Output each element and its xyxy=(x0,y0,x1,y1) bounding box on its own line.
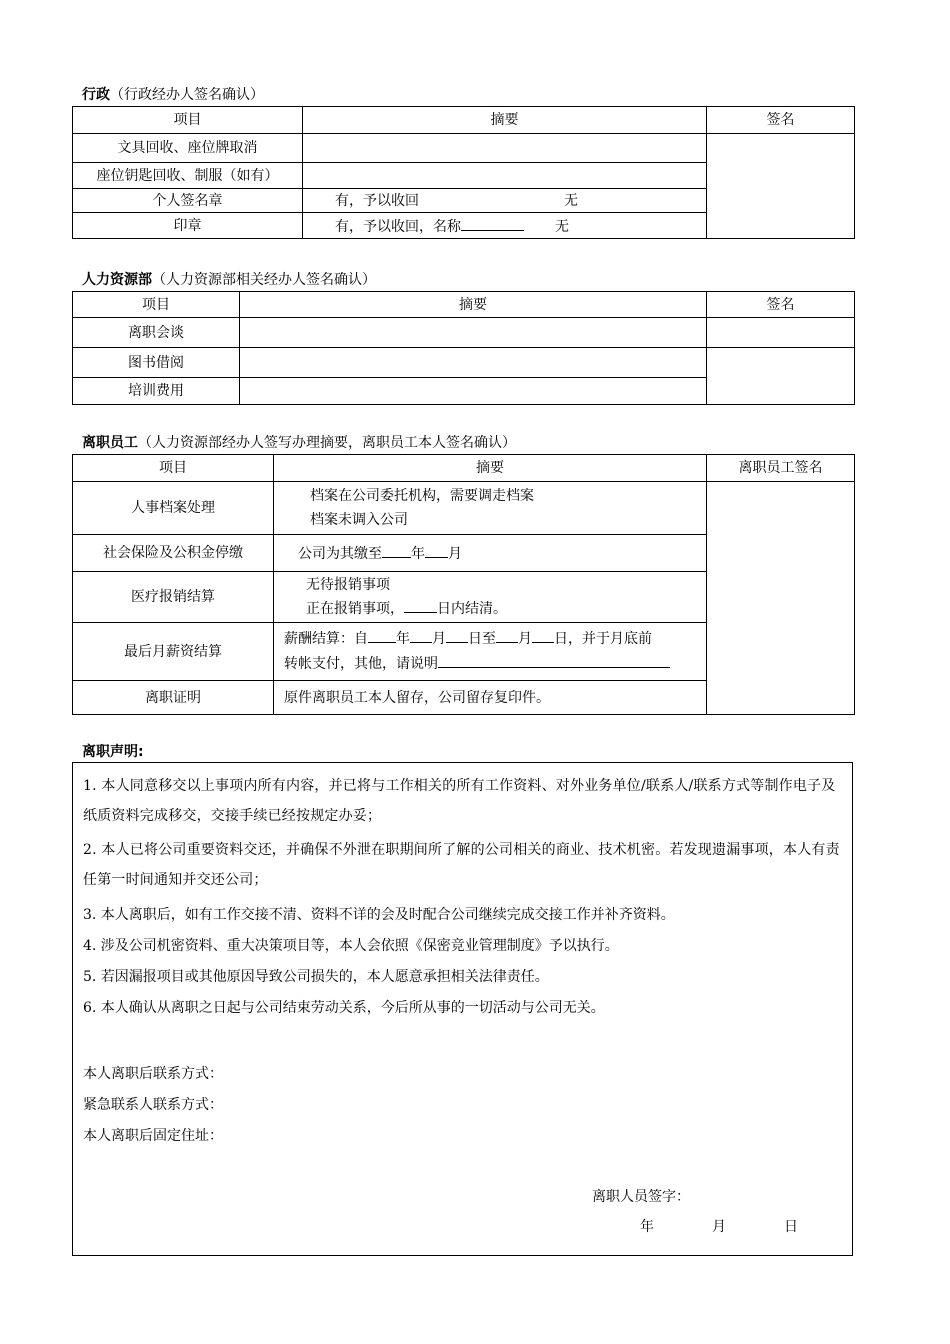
admin-item-signature-stamp: 个人签名章 xyxy=(73,189,303,213)
admin-signature-cell[interactable] xyxy=(707,134,855,239)
declaration-item-6: 6. 本人确认从离职之日起与公司结束劳动关系，今后所从事的一切活动与公司无关。 xyxy=(83,1000,605,1016)
employee-item-final-salary: 最后月薪资结算 xyxy=(73,623,274,681)
admin-item-stationery: 文具回收、座位牌取消 xyxy=(73,134,303,163)
hr-summary-book-loan[interactable] xyxy=(240,348,707,378)
option-file-transfer[interactable]: 档案在公司委托机构，需要调走档案 xyxy=(310,488,534,504)
date-day[interactable]: 日 xyxy=(784,1219,798,1235)
employee-table xyxy=(72,454,855,715)
employee-item-social-insurance: 社会保险及公积金停缴 xyxy=(73,535,274,572)
days-blank[interactable] xyxy=(404,598,437,613)
declaration-item-3: 3. 本人离职后，如有工作交接不清、资料不详的会及时配合公司继续完成交接工作并补齐资料。 xyxy=(83,907,675,923)
declaration-item-4: 4. 涉及公司机密资料、重大决策项目等，本人会依照《保密竞业管理制度》予以执行。 xyxy=(83,938,619,954)
employee-summary-social-insurance: 公司为其缴至 年 月 xyxy=(274,535,707,572)
declaration-item-2: 2. 本人已将公司重要资料交还，并确保不外泄在职期间所了解的公司相关的商业、技术机密。若发现遗漏事项，本人有责任第一时间通知并交还公司； xyxy=(83,842,840,888)
option-pending: 正在报销事项， 日内结清。 xyxy=(306,597,706,621)
fixed-address[interactable]: 本人离职后固定住址： xyxy=(83,1128,223,1144)
date-year[interactable]: 年 xyxy=(640,1219,654,1235)
hr-section-title: 人力资源部（人力资源部相关经办人签名确认） xyxy=(82,272,376,288)
hr-header-signature: 签名 xyxy=(707,292,855,318)
hr-signature-exit-interview[interactable] xyxy=(707,318,855,348)
admin-table xyxy=(72,106,855,239)
employee-summary-certificate: 原件离职员工本人留存，公司留存复印件。 xyxy=(274,681,707,715)
seal-name-blank[interactable] xyxy=(461,216,524,231)
other-notes-blank[interactable] xyxy=(438,653,670,668)
hr-header-summary: 摘要 xyxy=(240,292,707,318)
admin-summary-keys-uniform[interactable] xyxy=(303,163,707,189)
hr-item-training-fee: 培训费用 xyxy=(73,378,240,405)
option-file-not-transferred[interactable]: 档案未调入公司 xyxy=(310,512,408,528)
employee-item-medical: 医疗报销结算 xyxy=(73,572,274,623)
declaration-item-5: 5. 若因漏报项目或其他原因导致公司损失的，本人愿意承担相关法律责任。 xyxy=(83,969,549,985)
hr-item-exit-interview: 离职会谈 xyxy=(73,318,240,348)
employee-signature-cell[interactable] xyxy=(707,482,855,715)
emergency-contact[interactable]: 紧急联系人联系方式： xyxy=(83,1097,223,1113)
admin-section-title: 行政（行政经办人签名确认） xyxy=(82,87,264,103)
option-no[interactable]: 无 xyxy=(564,192,578,209)
hr-header-item: 项目 xyxy=(73,292,240,318)
admin-item-seal: 印章 xyxy=(73,213,303,239)
from-day-blank[interactable] xyxy=(446,628,468,643)
employee-header-summary: 摘要 xyxy=(274,455,707,482)
from-month-blank[interactable] xyxy=(410,628,432,643)
option-no-pending[interactable]: 无待报销事项 xyxy=(306,577,390,593)
hr-item-book-loan: 图书借阅 xyxy=(73,348,240,378)
to-month-blank[interactable] xyxy=(496,628,518,643)
employee-section-title: 离职员工（人力资源部经办人签写办理摘要，离职员工本人签名确认） xyxy=(82,435,516,451)
hr-summary-exit-interview[interactable] xyxy=(240,318,707,348)
option-yes[interactable]: 有，予以收回，名称 xyxy=(335,218,461,235)
employee-item-personnel-file: 人事档案处理 xyxy=(73,482,274,535)
admin-header-item: 项目 xyxy=(73,107,303,134)
employee-header-item: 项目 xyxy=(73,455,274,482)
year-blank[interactable] xyxy=(382,543,411,558)
admin-item-keys-uniform: 座位钥匙回收、制服（如有） xyxy=(73,163,303,189)
date-month[interactable]: 月 xyxy=(712,1219,726,1235)
to-day-blank[interactable] xyxy=(532,628,554,643)
employee-item-certificate: 离职证明 xyxy=(73,681,274,715)
from-year-blank[interactable] xyxy=(368,628,396,643)
admin-summary-seal xyxy=(303,213,707,239)
employee-summary-personnel-file xyxy=(274,482,707,535)
option-yes[interactable]: 有，予以收回 xyxy=(335,192,419,209)
employee-summary-medical xyxy=(274,572,707,623)
employee-header-signature: 离职员工签名 xyxy=(707,455,855,482)
declaration-item-1: 1. 本人同意移交以上事项内所有内容，并已将与工作相关的所有工作资料、对外业务单位/联系人/联系方式等制作电子及纸质资料完成移交，交接手续已经按规定办妥； xyxy=(83,778,836,824)
admin-header-summary: 摘要 xyxy=(303,107,707,134)
signature-label[interactable]: 离职人员签字： xyxy=(592,1189,690,1205)
declaration-box xyxy=(72,762,853,1256)
admin-summary-stationery[interactable] xyxy=(303,134,707,163)
option-no[interactable]: 无 xyxy=(555,218,569,235)
admin-header-signature: 签名 xyxy=(707,107,855,134)
employee-summary-final-salary: 薪酬结算：自 年 月 日至 月 日，并于月底前 转帐支付，其他，请说明 xyxy=(274,623,707,681)
declaration-title: 离职声明: xyxy=(82,744,144,760)
hr-signature-cell[interactable] xyxy=(707,348,855,405)
hr-summary-training-fee[interactable] xyxy=(240,378,707,405)
contact-after-leaving[interactable]: 本人离职后联系方式： xyxy=(83,1066,223,1082)
hr-table xyxy=(72,291,855,405)
admin-summary-signature-stamp xyxy=(303,189,707,213)
month-blank[interactable] xyxy=(425,543,448,558)
